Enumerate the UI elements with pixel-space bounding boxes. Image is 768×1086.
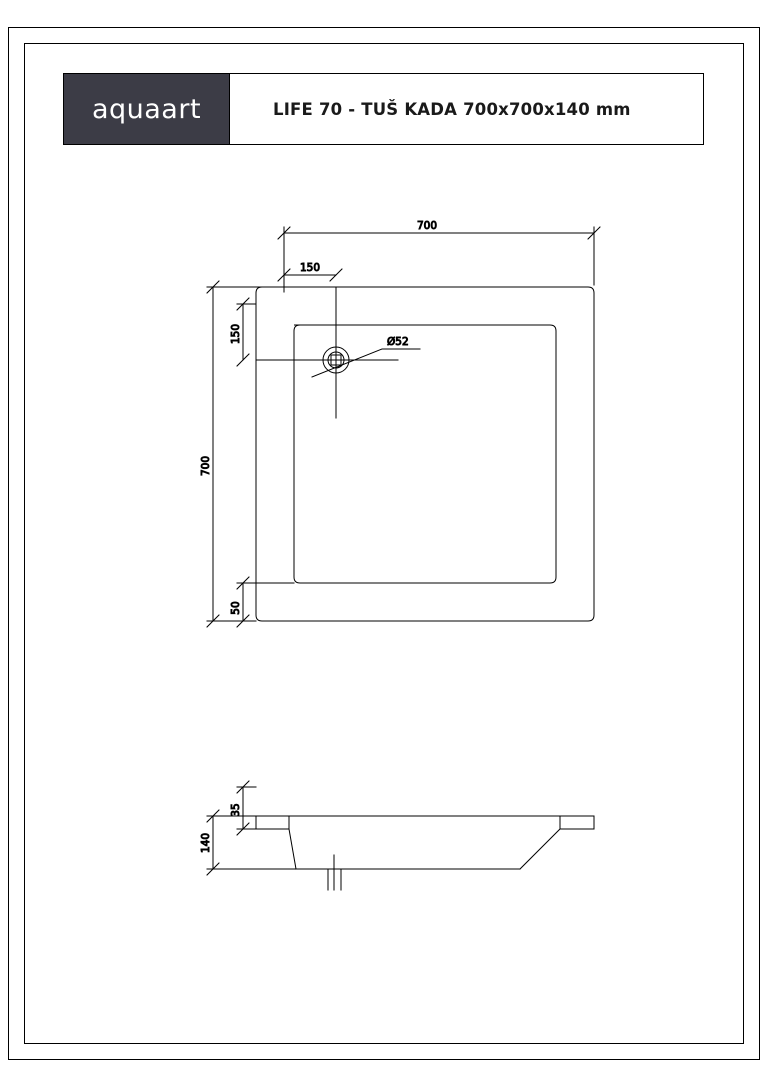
dim-drain-offset-y-label: 150 (230, 323, 242, 345)
dim-rim-width (237, 577, 294, 627)
drain-diameter-label: Ø52 (387, 336, 409, 348)
dim-overall-width-label: 700 (416, 220, 438, 232)
dim-total-height (207, 810, 296, 875)
side-view-drain-stub (328, 855, 341, 890)
drain-crosshair (256, 287, 398, 418)
top-view-outer-outline (256, 287, 594, 621)
page-title: LIFE 70 - TUŠ KADA 700x700x140 mm (273, 99, 631, 119)
dim-rim-width-label: 50 (230, 601, 242, 615)
dim-total-height-label: 140 (200, 832, 212, 854)
side-view-outline (256, 816, 594, 869)
top-view-inner-outline (294, 325, 556, 583)
dim-overall-height-label: 700 (200, 455, 212, 477)
dim-overall-width (278, 227, 600, 292)
dim-rim-height-label: 35 (230, 803, 242, 817)
brand-logo-text: aquaart (91, 93, 202, 125)
dim-drain-offset-x-label: 150 (299, 262, 321, 274)
